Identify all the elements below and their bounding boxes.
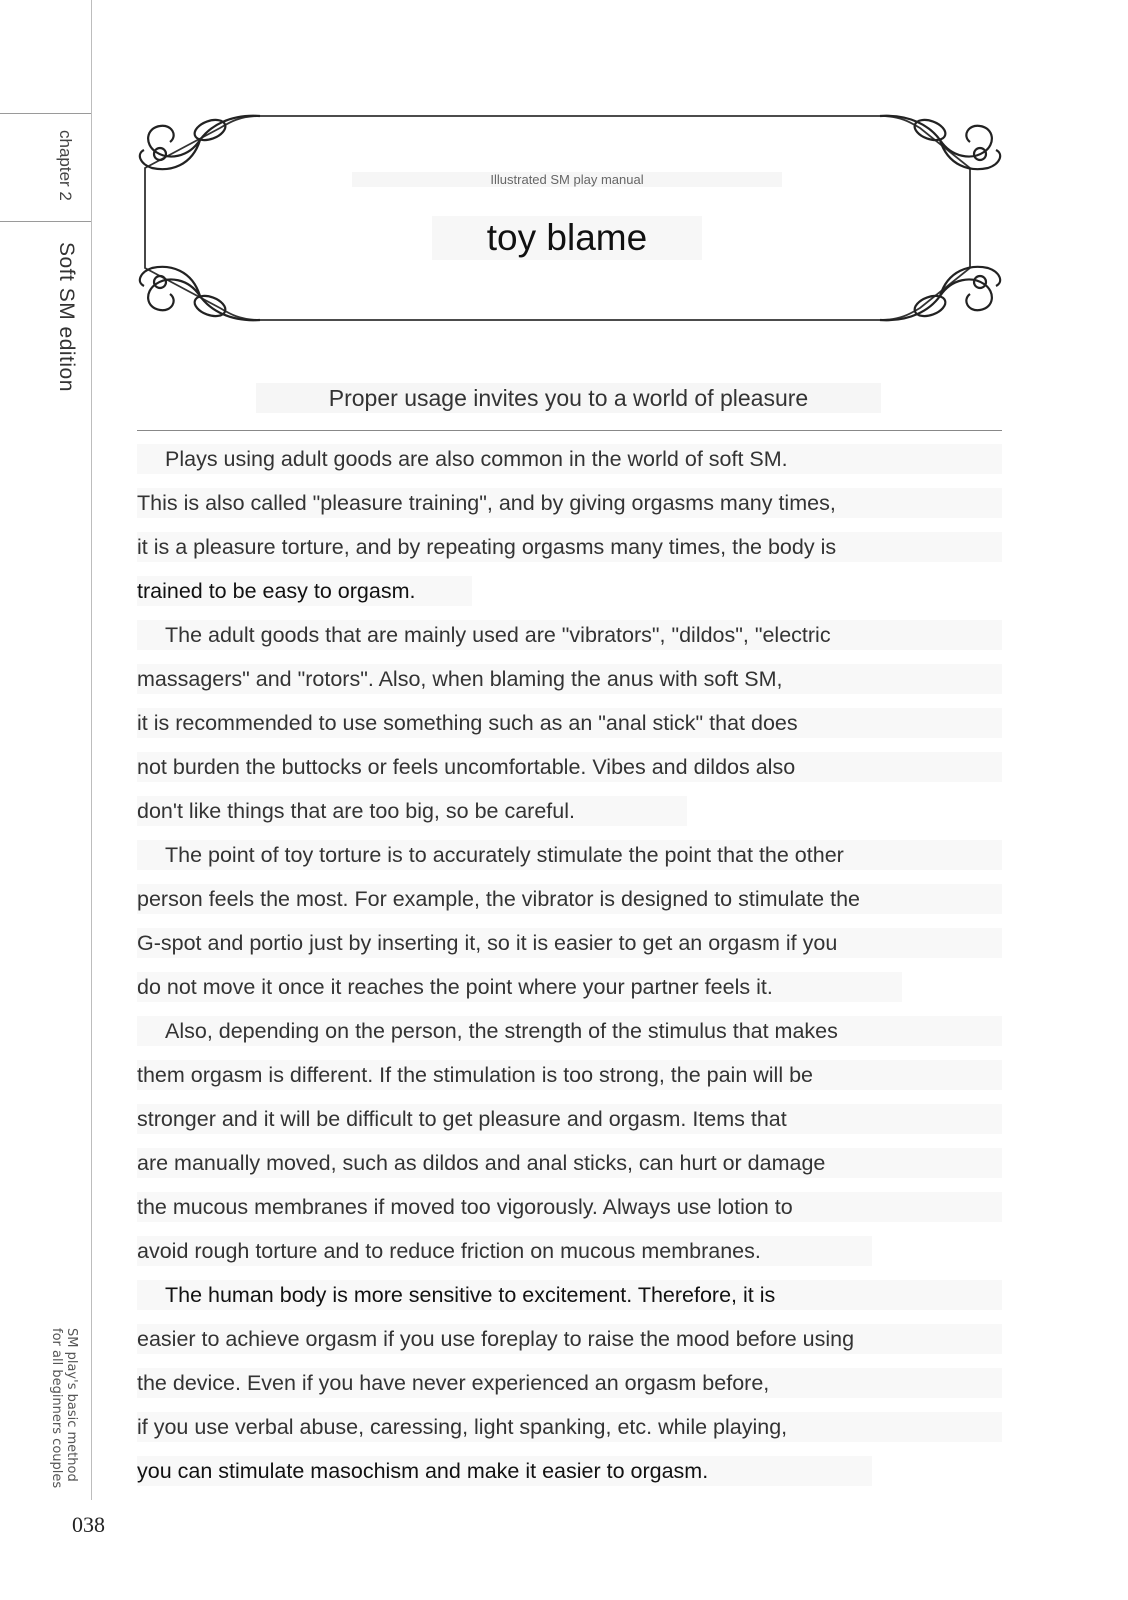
subtitle-rule <box>137 430 1002 431</box>
text-line: The adult goods that are mainly used are "vibrators", "dildos", "electric <box>137 620 1002 650</box>
text-line: avoid rough torture and to reduce friction on mucous membranes. <box>137 1236 872 1266</box>
text-line: don't like things that are too big, so be careful. <box>137 796 687 826</box>
text-line: person feels the most. For example, the vibrator is designed to stimulate the <box>137 884 1002 914</box>
flourish-top-right-icon <box>880 116 1000 169</box>
chapter-label: chapter 2 <box>56 130 75 201</box>
text-line: Plays using adult goods are also common in the world of soft SM. <box>137 444 1002 474</box>
page-title: toy blame <box>432 216 702 260</box>
text-line: if you use verbal abuse, caressing, light spanking, etc. while playing, <box>137 1412 1002 1442</box>
page-number: 038 <box>72 1512 105 1537</box>
text-line: not burden the buttocks or feels uncomfortable. Vibes and dildos also <box>137 752 1002 782</box>
text-line: you can stimulate masochism and make it easier to orgasm. <box>137 1456 872 1486</box>
text-line: The point of toy torture is to accurately stimulate the point that the other <box>137 840 1002 870</box>
text-line: Also, depending on the person, the strength of the stimulus that makes <box>137 1016 1002 1046</box>
text-line: it is recommended to use something such as an "anal stick" that does <box>137 708 1002 738</box>
text-line: G-spot and portio just by inserting it, so it is easier to get an orgasm if you <box>137 928 1002 958</box>
text-line: This is also called "pleasure training", and by giving orgasms many times, <box>137 488 1002 518</box>
text-line: the mucous membranes if moved too vigorously. Always use lotion to <box>137 1192 1002 1222</box>
text-line: them orgasm is different. If the stimulation is too strong, the pain will be <box>137 1060 1002 1090</box>
text-line: it is a pleasure torture, and by repeating orgasms many times, the body is <box>137 532 1002 562</box>
subtitle: Proper usage invites you to a world of pleasure <box>256 383 881 413</box>
series-title: Illustrated SM play manual <box>352 172 782 187</box>
sidebar-rule-top <box>0 113 91 114</box>
book-title <box>49 1328 79 1488</box>
text-line: the device. Even if you have never experienced an orgasm before, <box>137 1368 1002 1398</box>
text-line: massagers" and "rotors". Also, when blaming the anus with soft SM, <box>137 664 1002 694</box>
section-label: Soft SM edition <box>55 242 78 392</box>
text-line: easier to achieve orgasm if you use foreplay to raise the mood before using <box>137 1324 1002 1354</box>
text-line: stronger and it will be difficult to get pleasure and orgasm. Items that <box>137 1104 1002 1134</box>
flourish-bottom-right-icon <box>880 267 1000 320</box>
book-title-line2: for all beginners couples <box>49 1328 64 1489</box>
sidebar-rule-middle <box>0 221 91 222</box>
book-title-line1: SM play's basic method <box>64 1328 79 1482</box>
sidebar-divider <box>91 0 92 1500</box>
text-line: The human body is more sensitive to excitement. Therefore, it is <box>137 1280 1002 1310</box>
text-line: do not move it once it reaches the point where your partner feels it. <box>137 972 902 1002</box>
text-line: trained to be easy to orgasm. <box>137 576 472 606</box>
text-line: are manually moved, such as dildos and anal sticks, can hurt or damage <box>137 1148 1002 1178</box>
